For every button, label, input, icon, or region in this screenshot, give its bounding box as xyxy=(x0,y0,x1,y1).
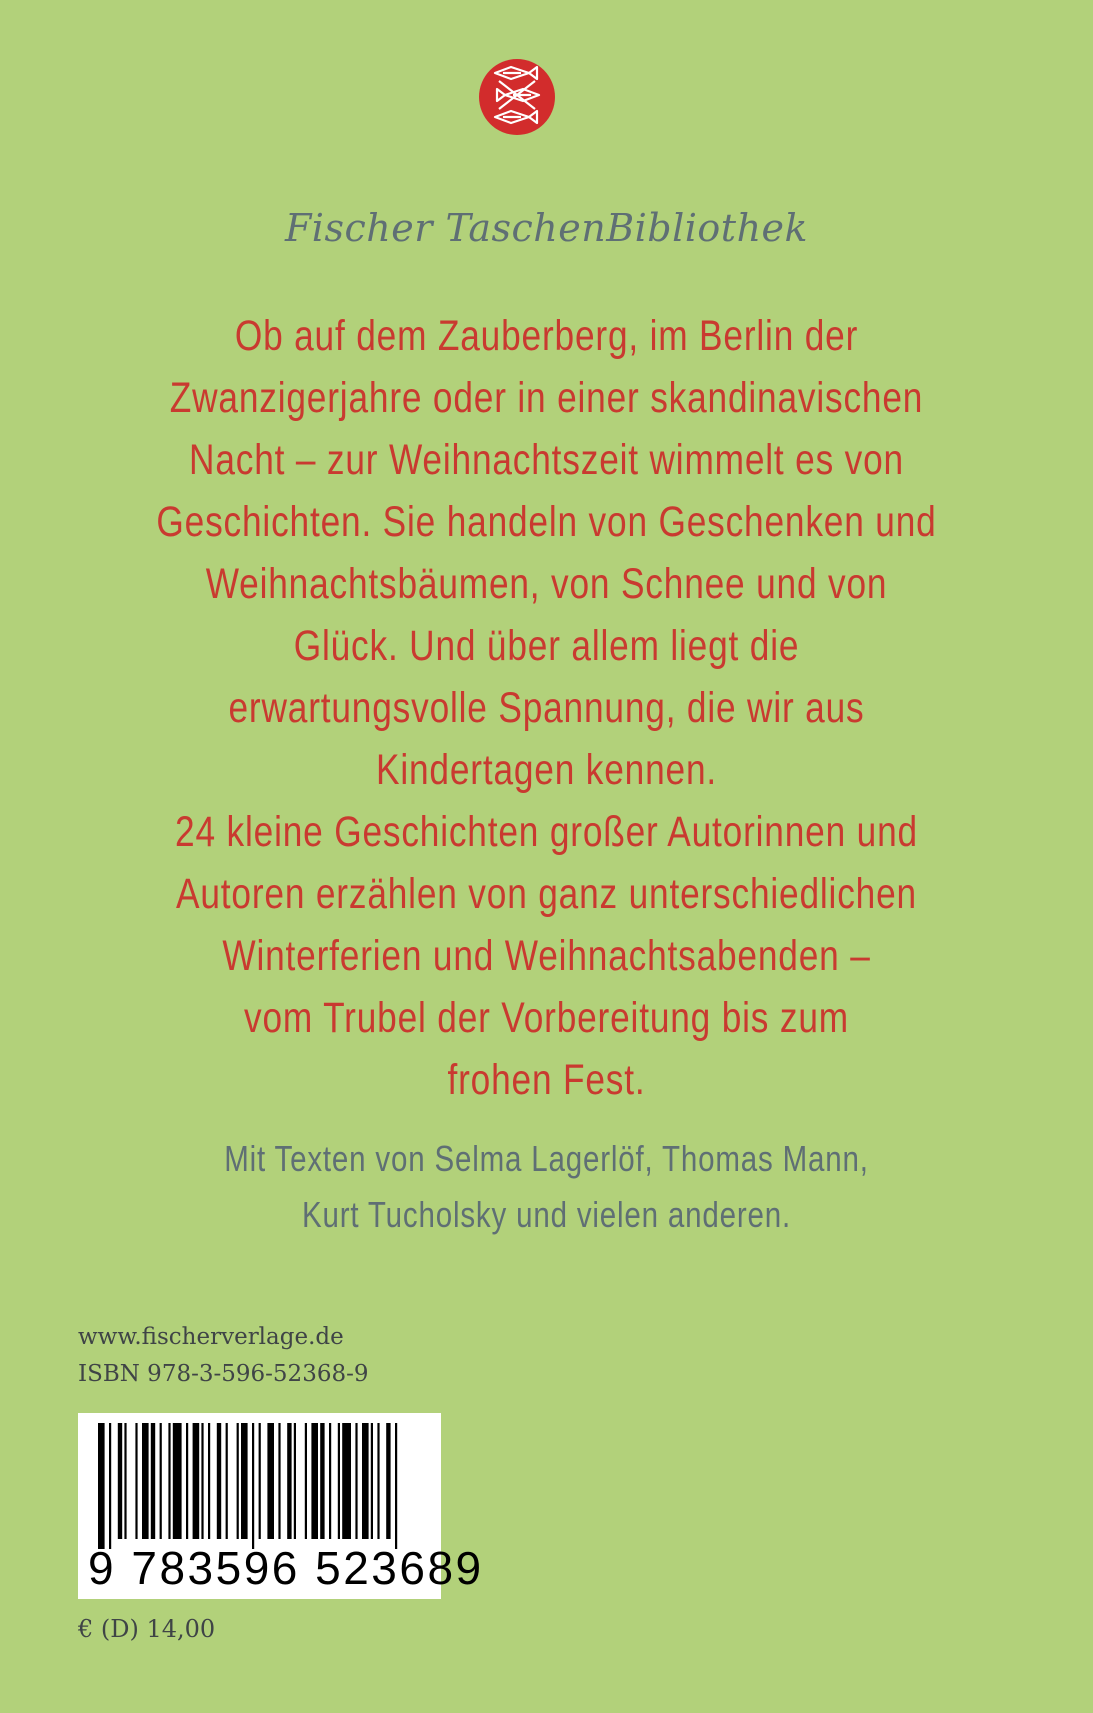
barcode-bar xyxy=(135,1423,137,1539)
barcode-bar xyxy=(386,1423,390,1539)
barcode-bar xyxy=(338,1423,340,1539)
barcode-bar xyxy=(377,1423,379,1539)
blurb-line: Geschichten. Sie handeln von Geschenken und xyxy=(156,498,937,546)
barcode-bar xyxy=(371,1423,373,1539)
barcode-bar xyxy=(118,1423,122,1539)
blurb-line: Kindertagen kennen. xyxy=(375,746,718,794)
blurb-line: frohen Fest. xyxy=(447,1056,646,1104)
authors-line: Kurt Tucholsky und vielen anderen. xyxy=(301,1194,792,1235)
barcode-bar xyxy=(98,1423,105,1549)
barcode-bar xyxy=(342,1423,351,1539)
barcode-bar xyxy=(109,1423,111,1549)
barcode-bar xyxy=(259,1423,261,1539)
barcode-bar xyxy=(237,1423,239,1539)
blurb-line: 24 kleine Geschichten großer Autorinnen und xyxy=(175,808,918,856)
barcode-bar xyxy=(217,1423,221,1539)
barcode-bar xyxy=(278,1423,280,1539)
barcode-bar xyxy=(320,1423,324,1539)
barcode-bar xyxy=(226,1423,228,1539)
blurb-line: Nacht – zur Weihnachtszeit wimmelt es von xyxy=(189,436,904,484)
barcode xyxy=(78,1413,484,1599)
barcode-bar xyxy=(186,1423,188,1539)
barcode-bars xyxy=(98,1423,421,1553)
barcode-bar xyxy=(287,1423,291,1539)
barcode-bar xyxy=(329,1423,331,1539)
barcode-bar xyxy=(241,1423,248,1539)
barcode-bar xyxy=(267,1423,274,1539)
authors-text xyxy=(148,1131,946,1243)
blurb-line: Weihnachtsbäumen, von Schnee und von xyxy=(205,560,888,608)
barcode-bar xyxy=(193,1423,200,1539)
barcode-bar xyxy=(168,1423,170,1539)
authors-line: Mit Texten von Selma Lagerlöf, Thomas Mann, xyxy=(224,1138,869,1179)
barcode-bar xyxy=(305,1423,307,1539)
barcode-bar xyxy=(294,1423,296,1539)
blurb-line: vom Trubel der Vorbereitung bis zum xyxy=(244,994,849,1042)
fischer-fish-logo-icon xyxy=(477,49,557,145)
barcode-bar xyxy=(151,1423,155,1539)
barcode-bar xyxy=(173,1423,182,1539)
barcode-bar xyxy=(362,1423,369,1539)
barcode-bar xyxy=(142,1423,149,1539)
barcode-bar xyxy=(124,1423,126,1539)
barcode-number: 9 783596 523689 xyxy=(88,1542,484,1594)
barcode-bar xyxy=(252,1423,254,1549)
barcode-bar xyxy=(395,1423,397,1549)
barcode-bar xyxy=(208,1423,210,1539)
barcode-bar xyxy=(311,1423,318,1539)
blurb-line: Zwanzigerjahre oder in einer skandinavischen xyxy=(169,374,924,422)
isbn-number: ISBN 978-3-596-52368-9 xyxy=(78,1361,369,1387)
barcode-bar xyxy=(355,1423,357,1539)
blurb-line: Ob auf dem Zauberberg, im Berlin der xyxy=(234,312,859,360)
barcode-bar xyxy=(201,1423,203,1539)
blurb-line: Glück. Und über allem liegt die xyxy=(293,622,800,670)
barcode-bar xyxy=(160,1423,162,1539)
blurb-line: erwartungsvolle Spannung, die wir aus xyxy=(228,684,865,732)
publisher-url: www.fischerverlage.de xyxy=(78,1324,344,1350)
price-label: € (D) 14,00 xyxy=(78,1615,216,1643)
blurb-line: Autoren erzählen von ganz unterschiedlichen xyxy=(176,870,917,918)
blurb-text xyxy=(148,305,946,1111)
blurb-line: Winterferien und Weihnachtsabenden – xyxy=(222,932,871,980)
series-title: Fischer TaschenBibliothek xyxy=(284,206,809,250)
